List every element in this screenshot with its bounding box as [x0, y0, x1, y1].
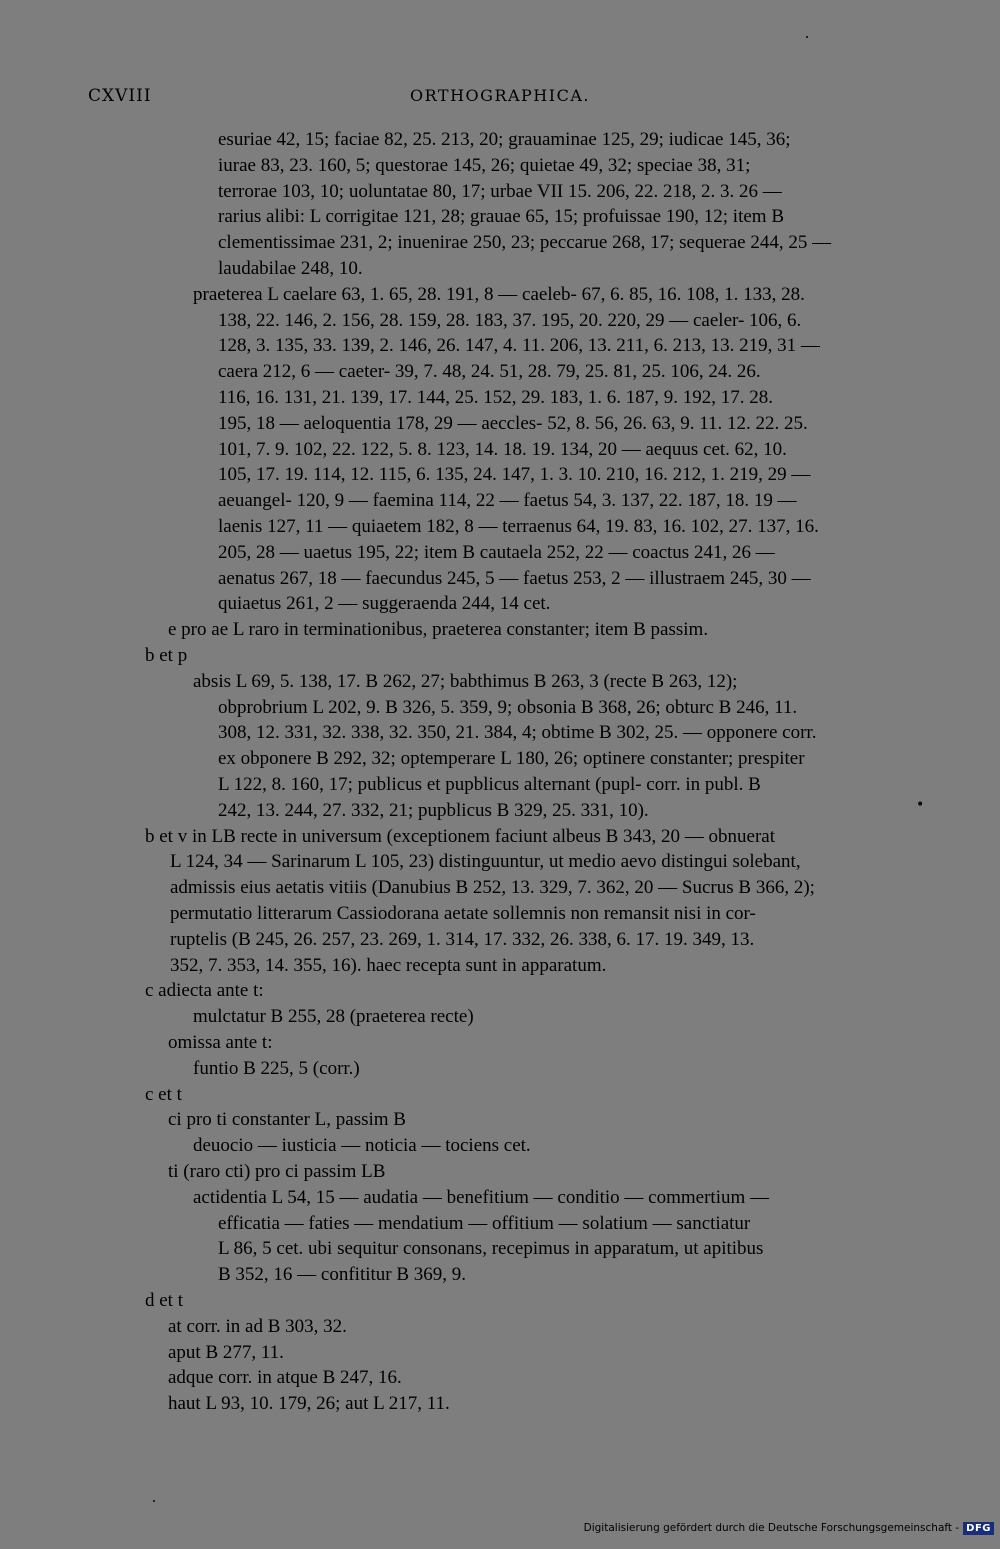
- text-line: deuocio — iusticia — noticia — tociens cet.: [193, 1135, 531, 1156]
- text-line: 116, 16. 131, 21. 139, 17. 144, 25. 152, 29. 183, 1. 6. 187, 9. 192, 17. 28.: [218, 387, 774, 408]
- margin-marker: •: [916, 797, 925, 813]
- text-line: actidentia L 54, 15 — audatia — benefitium — conditio — commertium —: [193, 1187, 770, 1208]
- text-line: admissis eius aetatis vitiis (Danubius B 252, 13. 329, 7. 362, 20 — Sucrus B 366, 2);: [170, 877, 815, 898]
- text-line: obprobrium L 202, 9. B 326, 5. 359, 9; obsonia B 368, 26; obturc B 246, 11.: [218, 697, 798, 718]
- text-line: L 86, 5 cet. ubi sequitur consonans, recepimus in apparatum, ut apitibus: [218, 1238, 764, 1259]
- text-line: 195, 18 — aeloquentia 178, 29 — aeccles- 52, 8. 56, 26. 63, 9. 11. 12. 22. 25.: [218, 413, 808, 434]
- page-number: CXVIII: [88, 86, 152, 106]
- text-line: ti (raro cti) pro ci passim LB: [168, 1161, 386, 1182]
- running-title: ORTHOGRAPHICA.: [410, 86, 590, 105]
- text-line: rarius alibi: L corrigitae 121, 28; grauae 65, 15; profuissae 190, 12; item B: [218, 206, 784, 227]
- text-line: permutatio litterarum Cassiodorana aetate sollemnis non remansit nisi in cor-: [170, 903, 756, 924]
- text-line: quiaetus 261, 2 — suggeraenda 244, 14 cet.: [218, 593, 551, 614]
- text-line: aeuangel- 120, 9 — faemina 114, 22 — faetus 54, 3. 137, 22. 187, 18. 19 —: [218, 490, 797, 511]
- text-line: B 352, 16 — confititur B 369, 9.: [218, 1264, 467, 1285]
- text-line: L 124, 34 — Sarinarum L 105, 23) distinguuntur, ut medio aevo distingui solebant,: [170, 851, 801, 872]
- text-line: d et t: [145, 1290, 183, 1311]
- text-line: 242, 13. 244, 27. 332, 21; pupblicus B 329, 25. 331, 10).: [218, 800, 649, 821]
- text-line: 138, 22. 146, 2. 156, 28. 159, 28. 183, 37. 195, 20. 220, 29 — caeler- 106, 6.: [218, 310, 802, 331]
- text-line: L 122, 8. 160, 17; publicus et pupblicus alternant (pupl- corr. in publ. B: [218, 774, 761, 795]
- text-line: 101, 7. 9. 102, 22. 122, 5. 8. 123, 14. 18. 19. 134, 20 — aequus cet. 62, 10.: [218, 439, 787, 460]
- text-line: 205, 28 — uaetus 195, 22; item B cautaela 252, 22 — coactus 241, 26 —: [218, 542, 775, 563]
- text-line: ruptelis (B 245, 26. 257, 23. 269, 1. 314, 17. 332, 26. 338, 6. 17. 19. 349, 13.: [170, 929, 755, 950]
- text-line: esuriae 42, 15; faciae 82, 25. 213, 20; grauaminae 125, 29; iudicae 145, 36;: [218, 129, 791, 150]
- text-line: 105, 17. 19. 114, 12. 115, 6. 135, 24. 147, 1. 3. 10. 210, 16. 212, 1. 219, 29 —: [218, 464, 811, 485]
- text-line: at corr. in ad B 303, 32.: [168, 1316, 347, 1337]
- text-line: laudabilae 248, 10.: [218, 258, 363, 279]
- text-line: terrorae 103, 10; uoluntatae 80, 17; urbae VII 15. 206, 22. 218, 2. 3. 26 —: [218, 181, 782, 202]
- text-line: b et v in LB recte in universum (exceptionem faciunt albeus B 343, 20 — obnuerat: [145, 826, 775, 847]
- text-line: haut L 93, 10. 179, 26; aut L 217, 11.: [168, 1393, 450, 1414]
- text-line: aput B 277, 11.: [168, 1342, 284, 1363]
- text-line: ci pro ti constanter L, passim B: [168, 1109, 406, 1130]
- text-line: caera 212, 6 — caeter- 39, 7. 48, 24. 51, 28. 79, 25. 81, 25. 106, 24. 26.: [218, 361, 761, 382]
- text-line: aenatus 267, 18 — faecundus 245, 5 — faetus 253, 2 — illustraem 245, 30 —: [218, 568, 811, 589]
- text-line: omissa ante t:: [168, 1032, 273, 1053]
- text-line: efficatia — faties — mendatium — offitium — solatium — sanctiatur: [218, 1213, 751, 1234]
- text-line: c et t: [145, 1084, 182, 1105]
- footer-text: Digitalisierung gefördert durch die Deutsche Forschungsgemeinschaft -: [583, 1522, 960, 1534]
- text-line: e pro ae L raro in terminationibus, praeterea constanter; item B passim.: [168, 619, 709, 640]
- text-line: ex obponere B 292, 32; optemperare L 180, 26; optinere constanter; prespiter: [218, 748, 805, 769]
- text-line: clementissimae 231, 2; inuenirae 250, 23; peccarue 268, 17; sequerae 244, 25 —: [218, 232, 832, 253]
- dfg-logo: DFG: [963, 1522, 994, 1535]
- text-line: c adiecta ante t:: [145, 980, 264, 1001]
- text-line: 128, 3. 135, 33. 139, 2. 146, 26. 147, 4. 11. 206, 13. 211, 6. 213, 13. 219, 31 —: [218, 335, 820, 356]
- footer-attribution: [584, 1519, 994, 1537]
- text-line: b et p: [145, 645, 188, 666]
- text-line: 308, 12. 331, 32. 338, 32. 350, 21. 384, 4; obtime B 302, 25. — opponere corr.: [218, 722, 817, 743]
- speck-dot: [806, 36, 808, 38]
- text-line: absis L 69, 5. 138, 17. B 262, 27; babthimus B 263, 3 (recte B 263, 12);: [193, 671, 738, 692]
- speck-dot: [153, 1500, 155, 1502]
- text-line: laenis 127, 11 — quiaetem 182, 8 — terraenus 64, 19. 83, 16. 102, 27. 137, 16.: [218, 516, 819, 537]
- text-line: praeterea L caelare 63, 1. 65, 28. 191, 8 — caeleb- 67, 6. 85, 16. 108, 1. 133, 28.: [193, 284, 805, 305]
- text-line: adque corr. in atque B 247, 16.: [168, 1367, 402, 1388]
- text-line: mulctatur B 255, 28 (praeterea recte): [193, 1006, 474, 1027]
- text-line: iurae 83, 23. 160, 5; questorae 145, 26; quietae 49, 32; speciae 38, 31;: [218, 155, 751, 176]
- text-line: funtio B 225, 5 (corr.): [193, 1058, 360, 1079]
- text-line: 352, 7. 353, 14. 355, 16). haec recepta sunt in apparatum.: [170, 955, 607, 976]
